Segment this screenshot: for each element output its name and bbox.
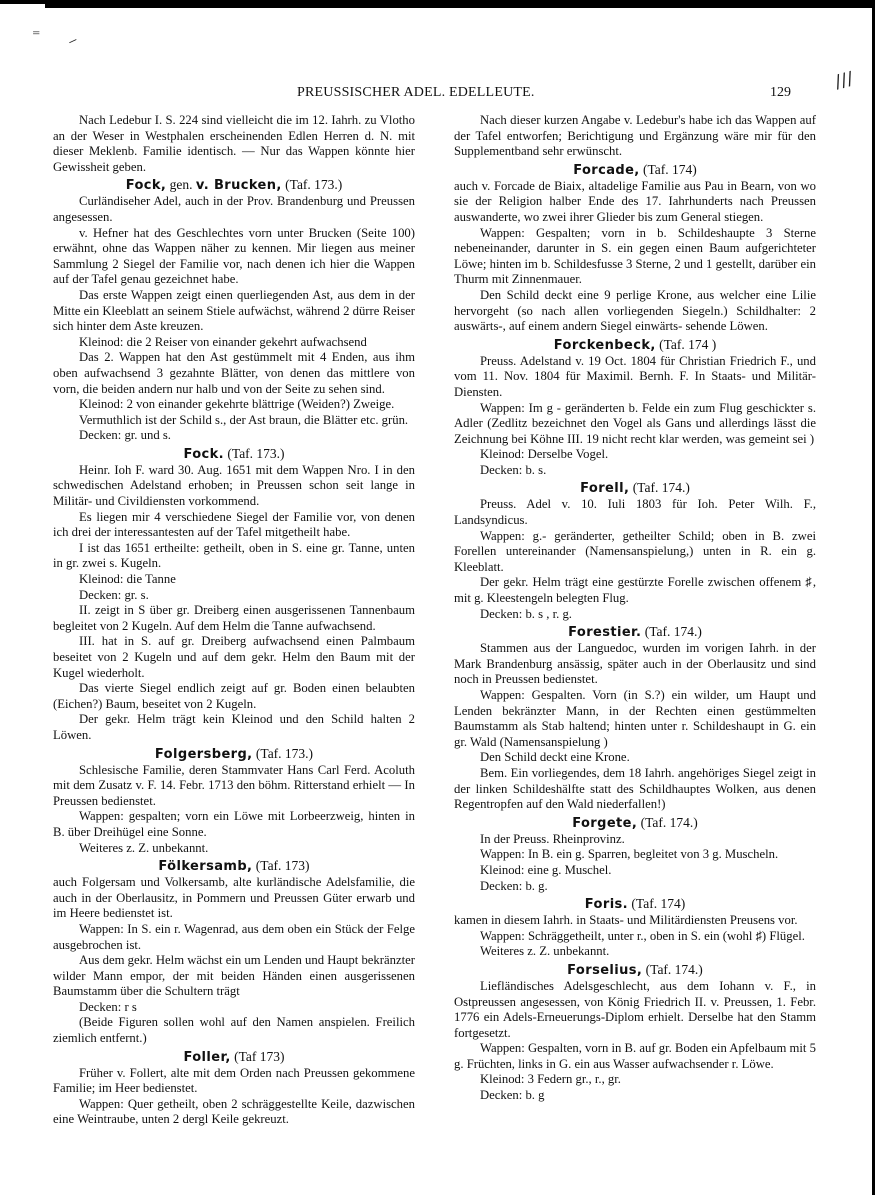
plate-reference: (Taf. 173.) xyxy=(224,445,285,461)
plate-reference: (Taf. 173) xyxy=(252,858,310,874)
entry-paragraph: Weiteres z. Z. unbekannt. xyxy=(79,840,209,855)
entry-heading xyxy=(53,857,415,875)
name-suffix: gen. xyxy=(166,177,196,193)
family-name-alt: v. Brucken, xyxy=(195,178,282,194)
plate-reference: (Taf. 173.) xyxy=(252,745,314,761)
plate-reference: (Taf. 174.) xyxy=(637,814,698,830)
entry-heading xyxy=(454,895,816,913)
running-header xyxy=(0,85,875,105)
entry-paragraph: Wappen: Gespalten; vorn in b. Schildeshaupte 3 Sterne nebeneinander, darunter in S. ein gegen einen Baum aufgerichteter Löwe; hinten im b. Schildesfusse 3 Sterne, 2 und 1 gestellt, darüber ein Thurm mit Zinnenmauer. xyxy=(454,225,816,287)
family-name: Fölkersamb, xyxy=(158,859,253,875)
entry-paragraph: Aus dem gekr. Helm wächst ein um Lenden und Haupt bekränzter wilder Mann empor, der mit beiden Händen einen ausgerissenen Baumstamm über die Schultern trägt xyxy=(53,953,415,999)
entry-heading xyxy=(454,479,816,497)
entry-paragraph: Früher v. Follert, alte mit dem Orden nach Preussen gekommene Familie; im Heer bedienstet. xyxy=(53,1065,415,1096)
entry-paragraph: Decken: gr. s. xyxy=(79,587,149,602)
plate-reference: (Taf. 174.) xyxy=(629,480,690,496)
entry-paragraph: Vermuthlich ist der Schild s., der Ast braun, die Blätter etc. grün. xyxy=(79,412,409,427)
entry-paragraph: v. Hefner hat des Geschlechtes vorn unter Brucken (Seite 100) erwähnt, ohne das Wappen näher zu kennen. Mir liegen aus meiner Sammlung 2 Siegel der Familie vor, nach denen ich hier die Wappen auf der Tafel genau gezeichnet habe. xyxy=(53,225,415,287)
plate-reference: (Taf. 174 ) xyxy=(655,336,717,352)
entry-paragraph: Das erste Wappen zeigt einen querliegenden Ast, aus dem in der Mitte ein Kleeblatt an seinem Stiele aufwächst, während 2 dürre Reiser sich hinter dem Aste kreuzen. xyxy=(53,287,415,334)
entry-paragraph: Wappen: Gespalten, vorn in B. auf gr. Boden ein Apfelbaum mit 5 g. Früchten, links in G. ein aus Wasser aufwachsender r. Löwe. xyxy=(454,1041,816,1071)
entry-paragraph: Das vierte Siegel endlich zeigt auf gr. Boden einen belaubten (Eichen?) Baum, beseitet von 2 Kugeln. xyxy=(53,681,415,711)
entry-paragraph: kamen in diesem Iahrh. in Staats- und Militärdiensten Preusens vor. xyxy=(454,913,798,928)
intro-paragraph: Nach dieser kurzen Angabe v. Ledebur's habe ich das Wappen auf der Tafel entworfen; Berichtigung und Ergänzung wäre mir für den Supplementband sehr erwünscht. xyxy=(454,113,816,159)
entry-paragraph: Kleinod: eine g. Muschel. xyxy=(480,862,612,877)
entry-heading xyxy=(454,336,816,354)
family-name: Forselius, xyxy=(567,962,643,978)
entry-paragraph: Wappen: g.- geränderter, getheilter Schild; oben in B. zwei Forellen untereinander (Namensanspielung,) unten in R. ein g. Kleeblatt. xyxy=(454,528,816,574)
entry-paragraph: Der gekr. Helm trägt kein Kleinod und den Schild halten 2 Löwen. xyxy=(53,712,415,742)
entry-heading xyxy=(53,745,415,763)
family-name: Forestier. xyxy=(568,625,642,641)
entry-paragraph: Weiteres z. Z. unbekannt. xyxy=(480,944,610,959)
entry-paragraph: Wappen: Schräggetheilt, unter r., oben in S. ein (wohl ♯) Flügel. xyxy=(480,928,805,943)
entry-heading xyxy=(53,445,415,463)
entry-paragraph: Decken: b. g xyxy=(480,1088,545,1103)
plate-reference: (Taf 173) xyxy=(230,1048,285,1064)
entry-paragraph: Decken: b. s. xyxy=(480,462,547,477)
family-name: Forckenbeck, xyxy=(553,337,656,353)
entry-heading xyxy=(53,176,415,194)
entry-paragraph: Wappen: In S. ein r. Wagenrad, aus dem oben ein Stück der Felge ausgebrochen ist. xyxy=(53,921,415,952)
entry-paragraph: In der Preuss. Rheinprovinz. xyxy=(480,831,625,846)
scan-artifact-mark: /// xyxy=(832,68,856,94)
scan-artifact-mark: ⸝ xyxy=(67,27,82,48)
entry-paragraph: III. hat in S. auf gr. Dreiberg aufwachsend einen Palmbaum beseitet von 2 Kugeln und auf dem gekr. Helm den Baum mit der Kugel wiederholt. xyxy=(53,634,415,680)
entry-heading xyxy=(454,623,816,641)
entry-heading xyxy=(454,161,816,179)
scan-border-top-bar xyxy=(45,0,875,8)
entry-paragraph: I ist das 1651 ertheilte: getheilt, oben in S. eine gr. Tanne, unten in gr. zwei s. Kugeln. xyxy=(53,540,415,571)
family-name: Folgersberg, xyxy=(154,746,253,762)
family-name: Forell, xyxy=(580,481,630,497)
family-name: Fock, xyxy=(125,178,167,194)
entry-paragraph: Schlesische Familie, deren Stammvater Hans Carl Ferd. Acoluth mit dem Zusatz v. F. 14. Febr. 1713 den böhm. Ritterstand erhielt — In Preussen bedienstet. xyxy=(53,762,415,808)
scan-artifact-mark: ⁼ xyxy=(32,26,41,45)
entry-paragraph: Wappen: gespalten; vorn ein Löwe mit Lorbeerzweig, hinten in B. über Dreihügel eine Sonne. xyxy=(53,809,415,839)
entry-paragraph: Den Schild deckt eine Krone. xyxy=(480,750,630,765)
entry-paragraph: Wappen: Quer getheilt, oben 2 schräggestellte Keile, dazwischen eine Weintraube, unten 2 dergl Keile gekreuzt. xyxy=(53,1096,415,1127)
entry-paragraph: auch v. Forcade de Biaix, altadelige Familie aus Pau in Bearn, von wo sie der Religion halber Ende des 17. Iahrhunderts nach Preussen auswanderte, wo zwei ihrer Glieder bis zum General stiegen. xyxy=(454,178,816,224)
right-column xyxy=(454,113,816,1104)
left-column xyxy=(53,113,415,1128)
entry-paragraph: Wappen: In B. ein g. Sparren, begleitet von 3 g. Muscheln. xyxy=(480,847,779,862)
entry-paragraph: Das 2. Wappen hat den Ast gestümmelt mit 4 Enden, aus ihm oben aufwachsend 3 gezahnte Blätter, von denen das mittlere von vorn, die beiden andern nur halb und von der Seite zu sehen sind. xyxy=(53,350,415,396)
family-name: Forcade, xyxy=(573,162,640,178)
family-name: Fock. xyxy=(183,446,225,462)
entry-paragraph: Wappen: Gespalten. Vorn (in S.?) ein wilder, um Haupt und Lenden bekränzter Mann, in der Rechten einen gestümmelten Baumstamm als Stab haltend; hinten unter r. Schildeshaupt in G. ein gr. Wald (Namensanspielung ) xyxy=(454,688,816,749)
family-name: Forgete, xyxy=(572,815,638,831)
plate-reference: (Taf. 173.) xyxy=(281,177,343,193)
running-head-title: PREUSSISCHER ADEL. EDELLEUTE. xyxy=(297,85,535,100)
entry-paragraph: Decken: b. g. xyxy=(480,878,548,893)
entry-paragraph: Liefländisches Adelsgeschlecht, aus dem Iohann v. F., in Ostpreussen angesessen, von König Friedrich II. v. Preussen, 1. Febr. 1776 ein Adels-Erneuerungs-Diplom erhielt. Derselbe hat den Stamm fortgesetzt. xyxy=(454,978,816,1040)
entry-paragraph: Kleinod: die Tanne xyxy=(79,572,176,587)
entry-paragraph: Decken: b. s , r. g. xyxy=(480,606,572,621)
plate-reference: (Taf. 174.) xyxy=(641,624,702,640)
plate-reference: (Taf. 174.) xyxy=(642,961,703,977)
entry-paragraph: Decken: r s xyxy=(79,999,137,1014)
entry-paragraph: Preuss. Adelstand v. 19 Oct. 1804 für Christian Friedrich F., und vom 11. Nov. 1804 für Maximil. Bernh. F. In Staats- und Militär-Diensten. xyxy=(454,353,816,399)
entry-paragraph: Heinr. Ioh F. ward 30. Aug. 1651 mit dem Wappen Nro. I in den schwedischen Adelstand erhoben; in Preussen schon seit lange in Militär- und Civildiensten vorkommend. xyxy=(53,462,415,509)
entry-paragraph: (Beide Figuren sollen wohl auf den Namen anspielen. Freilich ziemlich entfernt.) xyxy=(53,1015,415,1046)
family-name: Foller, xyxy=(183,1049,231,1065)
entry-paragraph: Den Schild deckt eine 9 perlige Krone, aus welcher eine Lilie hervorgeht (so nach allen vorliegenden Siegeln.) Schildhalter: 2 auswärts-, auf einem andern Siegel einwärts- sehende Löwen. xyxy=(454,287,816,334)
entry-paragraph: Kleinod: die 2 Reiser von einander gekehrt aufwachsend xyxy=(79,334,367,349)
entry-heading xyxy=(454,961,816,979)
entry-paragraph: Decken: gr. und s. xyxy=(79,428,171,443)
entry-paragraph: Der gekr. Helm trägt eine gestürzte Forelle zwischen offenem ♯, mit g. Kleestengeln belegten Flug. xyxy=(454,575,816,606)
entry-paragraph: Stammen aus der Languedoc, wurden im vorigen Iahrh. in der Mark Brandenburg ansässig, später auch in der Oberlausitz und sind noch in Preussen bedienstet. xyxy=(454,641,816,687)
entry-paragraph: Kleinod: Derselbe Vogel. xyxy=(480,447,609,462)
entry-paragraph: Kleinod: 3 Federn gr., r., gr. xyxy=(480,1072,621,1087)
entry-paragraph: Preuss. Adel v. 10. Iuli 1803 für Ioh. Peter Wilh. F., Landsyndicus. xyxy=(454,497,816,528)
page-number: 129 xyxy=(770,85,791,100)
entry-paragraph: auch Folgersam und Volkersamb, alte kurländische Adelsfamilie, die auch in der Oberlausitz, in Pommern und Preussen Güter erwarb und im Heere bedienstet ist. xyxy=(53,875,415,921)
plate-reference: (Taf. 174) xyxy=(639,161,697,177)
entry-paragraph: Wappen: Im g - geränderten b. Felde ein zum Flug geschickter s. Adler (Zedlitz bezeichnet den Vogel als Gans und allerdings lässt die Zeichnung bei Köhne III. 19 nicht recht klar werden, was gemeint sei ) xyxy=(454,400,816,446)
family-name: Foris. xyxy=(584,897,629,913)
intro-paragraph: Nach Ledebur I. S. 224 sind vielleicht die im 12. Iahrh. zu Vlotho an der Weser in Westphalen erscheinenden Edlen Herren d. N. mit dieser Meklenb. Familie identisch. — Nur das Wappen könnte hier Gewissheit geben. xyxy=(53,113,415,174)
entry-paragraph: Kleinod: 2 von einander gekehrte blättrige (Weiden?) Zweige. xyxy=(79,397,395,412)
entry-paragraph: II. zeigt in S über gr. Dreiberg einen ausgerissenen Tannenbaum begleitet von 2 Kugeln. Auf dem Helm die Tanne aufwachsend. xyxy=(53,603,415,633)
entry-paragraph: Bem. Ein vorliegendes, dem 18 Iahrh. angehöriges Siegel zeigt in der linken Schildeshälfte statt des Schildhauptes Wolken, aus denen Regentropfen auf den Wald niederfallen!) xyxy=(454,765,816,812)
entry-heading xyxy=(454,814,816,832)
plate-reference: (Taf. 174) xyxy=(628,896,686,912)
entry-paragraph: Es liegen mir 4 verschiedene Siegel der Familie vor, von denen ich drei der interessantesten auf der Tafel mitgetheilt habe. xyxy=(53,509,415,540)
entry-paragraph: Curländiseher Adel, auch in der Prov. Brandenburg und Preussen angesessen. xyxy=(53,194,415,224)
entry-heading xyxy=(53,1048,415,1066)
